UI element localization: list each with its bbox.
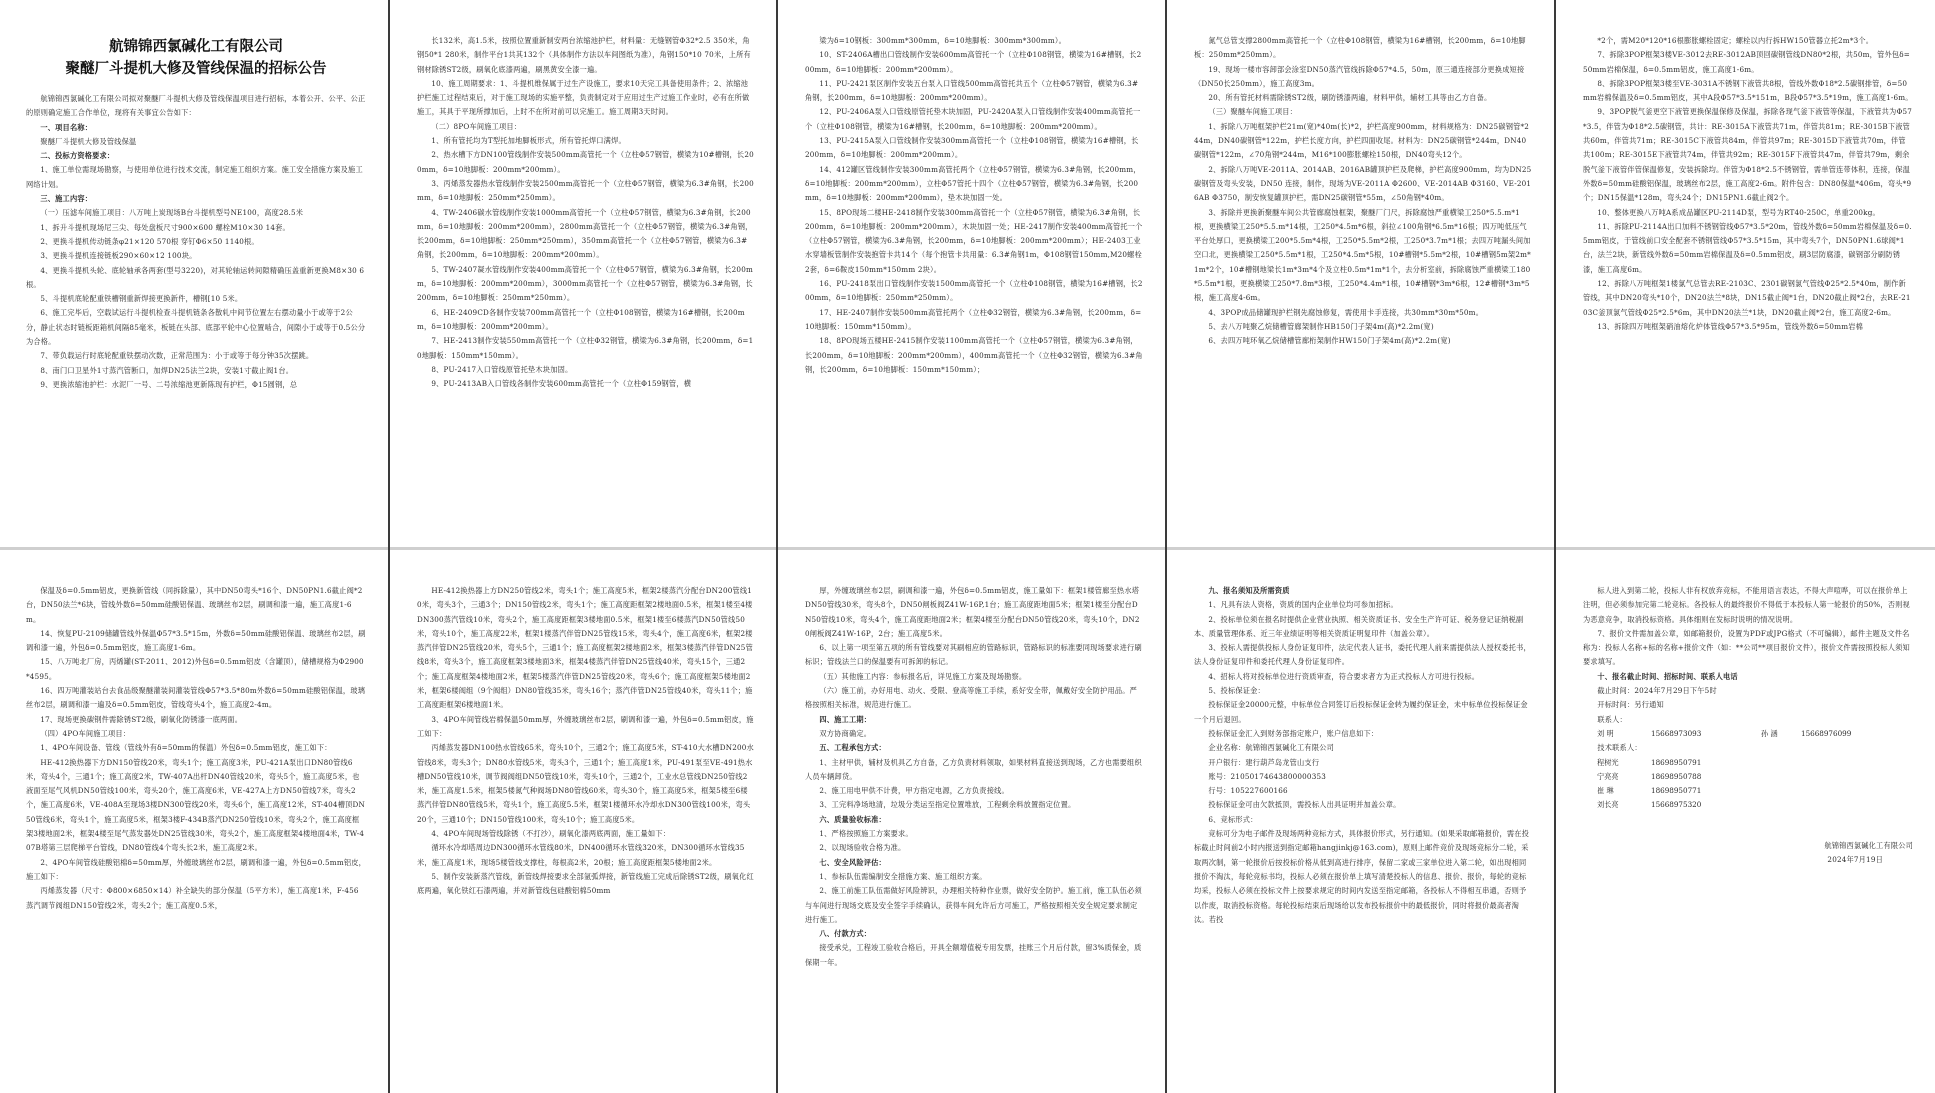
page-3-body: [805, 34, 1143, 377]
paragraph: 投标保证金20000元整，中标单位合同签订后投标保证金转为履约保证金，未中标单位投标保证金一个月后退回。: [1194, 700, 1528, 724]
paragraph: 12、PU-2406A泵入口管线原管托垫木块加固，PU-2420A泵入口管线制作安装400mm高管托一个（立柱Φ108钢管，横梁为16#槽钢，长200mm，δ=10地脚板：200mm*200mm）。: [805, 107, 1141, 131]
paragraph: 1、拆除八万吨框架护栏21m(宽)*40m(长)*2，护栏高度900mm，材料规格为：DN25碳钢管*244m，DN40碳钢管*122m，护栏长度方向，护栏四面收尾。材料为：DN25碳钢管*244m，DN40碳钢管*122m，∠70角钢*244m，M16*100膨胀螺栓150根，DN40弯头12个。: [1194, 121, 1530, 160]
bid-time-text: 开标时间：另行通知: [1597, 700, 1664, 710]
page-10: [1557, 552, 1935, 1093]
paragraph: 3、4PO车间管线岩棉保温50mm厚，外缠玻璃丝布2层，刷调和漆一遍，外包δ=0.5mm铝皮，施工如下：: [417, 714, 754, 738]
paragraph: 丙烯蒸发器DN100热水管线65米，弯头10个，三通2个；施工高度5米，ST-410大水槽DN200水管线8米，弯头3个；DN80水管线5米，弯头3个，三通1个；施工高度1米，PU-491泵至VE-491热水槽DN50管线10米，调节阀阀组DN50管线10米，弯头10个，三通2个，工业水总管线DN250管线2米，施工高度1.5米，框架5楼氮气种阀场DN80管线60米，弯头30个，施工高度5米，框架5楼至6楼蒸汽伴管DN80管线5米，弯头1个，施工高度5.5米，框架1楼循环水冷却水DN300管线100米，弯头20个，三通10个；DN150管线100米，弯头10个；施工高度5米。: [417, 743, 754, 824]
paragraph: 1、4PO车间设备、管线（管线外有δ=50mm的保温）外包δ=0.5mm铝皮，施工如下：: [40, 743, 332, 753]
tech-contact-name: 崔 琳: [1597, 786, 1614, 796]
tech-contact-name: 程树光: [1597, 757, 1619, 767]
paragraph: 2、拆除八万吨VE-2011A、2014AB、2016AB罐顶护栏及爬梯，护栏高度900mm，均为DN25碳钢管及弯头安装，DN50 连接，制作，现场为VE-2011A Φ2600、VE-2014AB Φ3160、VE-2016AB Φ3750，制安恢复罐顶护栏，需DN25碳钢管*55m，∠50角钢*40m。: [1194, 164, 1532, 203]
paragraph: 3、更换斗提机连接链板290×60×12 100块。: [40, 251, 197, 261]
paragraph: 接受承兑，工程竣工验收合格后，开具全额增值税专用发票，挂账三个月后付款，留3%质保金，质保期一年。: [805, 943, 1142, 967]
paragraph: 投标保证金可由欠款抵顶，需投标人出具证明并加盖公章。: [1208, 800, 1401, 810]
paragraph: 九、报名须知及所需资质: [1208, 586, 1290, 595]
paragraph: 5、斗提机底轮配重铁槽钢重新焊接更换新件，槽钢[10 5米。: [40, 294, 243, 304]
paragraph: 标人进入到第二轮，投标人非有权放弃竞标，不能用语言表达，不得大声喧哗，可以在报价单上注明，但必须参加完第二轮竞标。各投标人的最终报价不得低于本投标人第一轮报价的50%，否则视为恶意竞争，取消投标资格。具体细则在发标时说明的情况说明。: [1583, 586, 1910, 624]
paragraph: （四）4PO车间施工项目：: [40, 728, 131, 738]
tech-contact-name: 宁亮亮: [1597, 771, 1619, 781]
paragraph: （一）压滤车间施工项目：八万吨上炭现场B台斗提机型号NE100，高度28.5米: [40, 208, 304, 218]
tech-contact-row: [1583, 784, 1913, 798]
paragraph: 投标保证金汇入到财务部指定账户，账户信息如下：: [1208, 728, 1379, 738]
paragraph: 12、拆除八万吨框架1楼氯气总管去RE-2103C、2301碳钢氯气管线Φ25*2.5*40m，制作新管线，其中DN20弯头*10个，DN20法兰*8块，DN15截止阀*1台，DN20截止阀*2台，去RE-2103C釜顶氯气管线Φ25*2.5*6m，其中DN20法兰*1块，DN20截止阀*2台，施工高度2-6m。: [1583, 279, 1911, 317]
paragraph: 五、工程承包方式：: [819, 743, 886, 753]
paragraph: 1、拆升斗提机现场尼三尖、每处盘板尺寸900×600 螺栓M10×30 14套。: [40, 222, 290, 232]
column-divider: [776, 0, 778, 1093]
paragraph: 8、PU-2417入口管线原管托垫木块加固。: [431, 364, 573, 374]
paragraph: 2、施工用电甲供不计费，甲方指定电源，乙方负责接线。: [819, 786, 1009, 796]
column-divider: [388, 0, 390, 1093]
paragraph: 七、安全风险评估：: [819, 857, 886, 867]
paragraph: 20、所有管托材料需除锈ST2级，刷防锈漆两遍，材料甲供，辅材工具等由乙方自备。: [1208, 93, 1492, 103]
paragraph: 开户银行：建行葫芦岛龙管山支行: [1208, 757, 1320, 767]
paragraph: 7、报价文件需加盖公章，如邮箱报价，设置为PDF或JPG格式（不可编辑），邮件主题及文件名称为：投标人名称+标的名称+报价文件（如：**公司**项目报价文件），报价文件需按照投标人须知要求填写。: [1583, 628, 1910, 667]
paragraph: 7、带负载运行时底轮配重铁摆动次数，正常范围为：小于或等于每分钟35次摆跳。: [40, 351, 314, 361]
paragraph: 三、施工内容：: [40, 194, 93, 204]
paragraph: 17、现场更换碳钢件需除锈ST2级，刷氧化防锈漆一底两面。: [40, 714, 243, 724]
paragraph: 行号：105227600166: [1208, 786, 1288, 796]
page-10-body: [1583, 584, 1913, 670]
column-divider: [1554, 0, 1556, 1093]
page-9: [1168, 552, 1554, 1093]
paragraph: 循环水冷却塔周边DN300循环水管线80米，DN400循环水管线320米，DN300循环水管线35米，施工高度1米，现场5楼管线支撑柱，每根高2米，20根；施工高度距框架5楼地面2米。: [417, 843, 745, 867]
paragraph: 竞标可分为电子邮件及现场两种竞标方式，具体报价形式，另行通知。(如果采取邮箱报价，需在投标截止时间前2小时内报送到指定邮箱hangjinkj@163.com)，原则上邮件竞价及现场竞标分二轮，采取两次制，第一轮报价后按投标价格从低到高进行排序，保留二家或三家单位进入第二轮，如出现相同报价不淘汰，每轮竞标书均，投标人必须在报价单上填写清楚投标人的信息、报价、报价，每轮的竞标均采，投标人必须在投标文件上按要求规定的时间内发送至指定邮箱，各投标人不得相互串通，否则予以作废，取消投标资格。每轮投标结束后现场给以发布投标报价中的最低报价，同时将报价最高者淘汰。若投: [1194, 829, 1530, 924]
paragraph: HE-412换热器上方DN250管线2米，弯头1个；施工高度5米，框架2楼蒸汽分配台DN200管线10米，弯头3个，三通3个；DN150管线2米，弯头1个；施工高度距框架2楼地面0.5米，框架1楼至4楼DN300蒸汽管线10米，弯头2个，施工高度距框架3楼地面0.5米，框架1楼至6楼蒸汽DN50管线50米，弯头10个，施工高度22米，框架1楼蒸汽伴管DN25管线15米，弯头4个，施工高度6米，框架2楼蒸汽伴管DN25管线20米，弯头5个，三通1个；施工高度框架2楼地面2米，框架3楼蒸汽伴管DN25管线8米，弯头3个，施工高度框架3楼地面3米，框架4楼蒸汽伴管DN25管线40米，弯头15个，三通2个；施工高度框架4楼地面2米，框架5楼蒸汽伴管DN25管线20米，弯头6个；施工高度框架5楼地面2米，框架6楼阀组（9个阀组）DN80管线35米，弯头16个；蒸汽伴管DN25管线40米，弯头11个；施工高度距框架6楼地面1米。: [417, 586, 753, 710]
paragraph: （六）施工前，办好用电、动火、受限、登高等施工手续，系好安全带，佩戴好安全防护用品。严格按照相关标准，规范进行施工。: [805, 686, 1138, 710]
paragraph: 2、4PO车间管线硅酸铝棉δ=50mm厚，外缠玻璃丝布2层，刷调和漆一遍，外包δ=0.5mm铝皮，施工如下：: [26, 857, 366, 881]
paragraph: 15、八万吨北厂房，丙烯罐(ST-2011、2012)外包δ=0.5mm铝皮（含罐顶），储槽规格为Φ2900*4595。: [26, 657, 364, 681]
paragraph: 1、主材甲供，辅材及机具乙方自备，乙方负责材料领取，如果材料直接送到现场，乙方也需要组织人员车辆卸货。: [805, 757, 1142, 781]
paragraph: 航锦锦西氯碱化工有限公司拟对聚醚厂斗提机大修及管线保温项目进行招标，本着公开、公平、公正的原则确定施工合作单位，现将有关事宜公告如下：: [26, 94, 366, 118]
contacts-label: 联系人：: [1597, 714, 1627, 724]
page-5-body: [1583, 34, 1913, 334]
paragraph: 企业名称：航锦锦西氯碱化工有限公司: [1208, 743, 1334, 753]
sign-date: 2024年7月19日: [1827, 855, 1883, 865]
paragraph: 8、拆除3POP框架3楼至VE-3031A不锈钢下液管共8根，管线外数Φ18*2.5碳钢排管，δ=50mm岩棉保温及δ=0.5mm铝皮，其中A段Φ57*3.5*151m，B段Φ57*3.5*19m，施工高度1-6m。: [1583, 78, 1913, 103]
title-line-1: 航锦锦西氯碱化工有限公司: [109, 38, 283, 55]
paragraph: *2个，需M20*120*16根膨胀螺栓固定；螺栓以内行拆HW150管器立托2m*3个。: [1597, 36, 1874, 45]
paragraph: 19、现场一楼市容卸部会涂室DN50蒸汽管线拆除Φ57*4.5，50m，原三通连接部分更换成短接（DN50长250mm），施工高度3m。: [1194, 64, 1525, 88]
paragraph: 保温及δ=0.5mm铝皮，更换新管线（同拆除量），其中DN50弯头*16个、DN50PN1.6截止阀*2台，DN50法兰*6块，管线外数δ=50mm硅酸铝保温、玻璃丝布2层，刷调和漆一遍，施工高度1-6m。: [26, 586, 363, 624]
paragraph: 6、以上第一项至第五项的所有管线要对其刷相应的管路标识，管路标识的标准要同现场要求进行刷标识；管线法兰口的保温要有可拆卸的标记。: [805, 643, 1142, 667]
page-1-body: [26, 92, 366, 392]
paragraph: HE-412换热器下方DN150管线20米，弯头1个；施工高度3米，PU-421A泵出口DN80管线6米，弯头4个，三通1个；施工高度2米，TW-407A出杆DN40管线20米，弯头5个，施工高度5米，也液面至尾气风机DN50管线100米，弯头20个，施工高度6米，VE-427A上方DN50管线7米，弯头2个，施工高度6米，VE-408A至现场3楼DN300管线20米，弯头6个，施工高度12米，ST-404槽顶DN50管线6米，弯头1个，施工高度5米，框架3楼F-434B蒸汽DN250管线10米，弯头2个，施工高度框架3楼地面2米，框架4楼至尾气蒸发器处DN25管线30米，弯头2个，施工高度框架4楼地面4米，TW-407B塔第三层爬梯平台管线，DN80管线4个弯头长2米，施工高度2米。: [26, 757, 365, 853]
contact2-name: 孙 涵: [1761, 728, 1778, 738]
paragraph: 2、热水槽下方DN100管线制作安装500mm高管托一个（立柱Φ57钢管，横梁为10#槽钢，长200mm，δ=10地脚板：200mm*200mm）。: [417, 150, 754, 174]
paragraph: 厚，外缠玻璃丝布2层，刷调和漆一遍，外包δ=0.5mm铝皮，施工量如下：框架1楼管廊至热水塔DN50管线30米，弯头8个，DN50闸板阀Z41W-16P,1台；施工高度距地面5米；框架1楼至分配台DN50管线10米，弯头4个，施工高度距地面2米；框架4楼至分配台DN50管线20米，弯头10个，DN20闸板阀Z41W-16P，2台；施工高度5米。: [805, 586, 1140, 638]
paragraph: 聚醚厂斗提机大修及管线保温: [40, 136, 137, 146]
paragraph: 9、PU-2413AB入口管线各制作安装600mm高管托一个（立柱Φ159钢管，横: [431, 379, 692, 389]
paragraph: 10、整体更换八万吨A系成品罐区PU-2114D泵，型号为RT40-250C，单重200kg。: [1597, 207, 1880, 217]
page-6: [0, 552, 388, 1093]
page-7: [391, 552, 776, 1093]
tech-contact-phone: 18698950771: [1651, 786, 1702, 796]
paragraph: 八、付款方式：: [819, 929, 872, 939]
paragraph: 9、3POP脱气釜更空下液管更换保温保修及保温，拆除各现气釜下液管等保温，下液管共为Φ57*3.5，伴管为Φ18*2.5碳钢管，共计：RE-3015A下液管共71m，伴管共81m；RE-3015B下液管共60m，伴管共71m；RE-3015C下液管共84m，伴管共97m；RE-3015D下液管共70m，伴管共100m；RE-3015E下液管共74m，伴管共92m；RE-3015F下液管共47m，伴管共79m，剩余脱气釜下液管伴管保温修复，安装拆除均。伴管为Φ18*2.5不锈钢管，需单管连带体积，连接，保温外数δ=50mm硅酸铝保温，玻璃丝布2层，施工高度2-6m。附件包含：DN80保温*406m，弯头*9个；DN15保温*128m，弯头24个；DN15PN1.6截止阀2个。: [1583, 107, 1913, 203]
page-4: [1168, 0, 1554, 546]
paragraph: 11、拆除PU-2114A出口加料不锈钢管线Φ57*3.5*20m，管线外数δ=50mm岩棉保温及δ=0.5mm铝皮，于管线前口安全配套不锈钢管线Φ57*3.5*15m，其中弯头7个，DN50PN1.6球阀*1台，法兰2块，新管线外数δ=50mm岩棉保温及δ=0.5mm铝皮，刷3层防腐漆，碳钢部分刷防锈漆，施工高度6m。: [1583, 221, 1912, 274]
paragraph: 1、凡具有法人资格，资质的国内企业单位均可参加招标。: [1208, 600, 1398, 610]
document-title: [26, 36, 366, 80]
page-2: [391, 0, 776, 546]
contact2-phone: 15668976099: [1801, 728, 1852, 738]
paragraph: 3、工完料净场地清，垃圾分类运至指定位置堆放，工程剩余料放置指定位置。: [819, 800, 1076, 810]
paragraph: 15、8PO现场二楼HE-2418制作安装300mm高管托一个（立柱Φ57钢管，横梁为6.3#角钢，长200mm，δ=10地脚板：200mm*200mm），木块加固一处；HE-2417制作安装400mm高管托一个（立柱Φ57钢管，横梁为6.3#角钢，长200mm，δ=10地脚板：200mm*200mm）；HE-2403工业水穿墙板管制作安装抱管卡共14个（每个抱管卡共用量：6.3#角钢1m，Φ108钢管150mm,M20螺栓2套，δ=6鞍皮150mm*150mm 2块）。: [805, 207, 1143, 274]
paragraph: 17、HE-2407制作安装500mm高管托两个（立柱Φ32钢管，横梁为6.3#角钢，长200mm，δ=10地脚板：150mm*150mm）。: [805, 307, 1142, 331]
paragraph: 5、制作安装新蒸汽管线，新管线焊接要求全部氩弧焊接，新管线施工完成后除锈ST2级，刷氧化红底两遍，氧化铁红石漆两遍，并对新管线包硅酸铝棉50mm: [417, 871, 754, 896]
paragraph: 10、ST-2406A槽出口管线制作安装600mm高管托一个（立柱Φ108钢管，横梁为16#槽钢，长200mm，δ=10地脚板：200mm*200mm）。: [805, 50, 1142, 74]
title-line-2: 聚醚厂斗提机大修及管线保温的招标公告: [65, 60, 327, 77]
page-5: [1557, 0, 1935, 546]
tech-contacts-label: 技术联系人：: [1597, 743, 1642, 753]
paragraph: 6、HE-2409CD各制作安装700mm高管托一个（立柱Φ108钢管，横梁为16#槽钢，长200mm，δ=10地脚板：200mm*200mm）。: [417, 307, 745, 331]
paragraph: 16、PU-2418泵出口管线制作安装1500mm高管托一个（立柱Φ108钢管，横梁为16#槽钢，长200mm，δ=10地脚板：250mm*250mm）。: [805, 279, 1143, 303]
paragraph: 一、项目名称：: [40, 122, 93, 132]
tech-contact-name: 刘长亮: [1597, 800, 1619, 810]
paragraph: 双方协商确定。: [819, 728, 872, 738]
contact1-phone: 15668973093: [1651, 728, 1702, 738]
paragraph: 1、施工单位需现场勘察，与使用单位进行技术交流，制定施工组织方案。施工安全措施方案及施工网络计划。: [26, 165, 363, 189]
contact-row: [1583, 727, 1913, 741]
paragraph: 4、TW-2406碳水管线制作安装1000mm高管托一个（立柱Φ57钢管，横梁为6.3#角钢，长200mm，δ=10地脚板：200mm*200mm），2800mm高管托一个（立柱Φ57钢管，横梁为6.3#角钢，长200mm，δ=10地脚板：250mm*250mm），350mm高管托一个（立柱Φ57钢管，横梁为6.3#角钢，长200mm，δ=10地脚板：200mm*200mm）。: [417, 207, 753, 260]
paragraph: 18、8PO现场五楼HE-2415制作安装1100mm高管托一个（立柱Φ57钢管，横梁为6.3#角钢，长200mm，δ=10地脚板：200mm*200mm），400mm高管托一个（立柱Φ32钢管，横梁为6.3#角钢，长200mm，δ=10地脚板：150mm*150mm）；: [805, 336, 1143, 374]
deadline-text: 截止时间：2024年7月29日下午5时: [1597, 686, 1717, 696]
paragraph: 3、投标人需提供投标人身份证复印件，法定代表人证书，委托代理人前来需提供法人授权委托书，法人身份证复印件和委托代理人身份证复印件。: [1194, 643, 1531, 667]
paragraph: 二、投标方资格要求：: [40, 151, 115, 161]
paragraph: 4、招标人将对投标单位进行资质审查，符合要求者方为正式投标人方可进行投标。: [1208, 671, 1480, 681]
tech-contact-row: [1583, 756, 1913, 770]
paragraph: （二）8PO车间施工项目：: [431, 121, 522, 131]
paragraph: 2、以现场验收合格为准。: [819, 843, 906, 853]
paragraph: 7、拆除3POP框架3楼VE-3012去RE-3012AB顶回碳钢管线DN80*2根，共50m，管外包δ=50mm岩棉保温，δ=0.5mm铝皮，施工高度1-6m。: [1583, 50, 1910, 74]
paragraph: 1、所有管托均为T型托加地脚板形式，所有管托焊口满焊。: [431, 136, 626, 146]
tech-contact-row: [1583, 770, 1913, 784]
paragraph: 4、更换斗提机头轮、底轮轴承各两套(型号3220)，对其轮轴运转间隙精确压盖重新更换M8×30 6根。: [26, 265, 365, 289]
page-3: [779, 0, 1165, 546]
paragraph: 四、施工工期：: [819, 714, 872, 724]
paragraph: 6、去四万吨环氧乙烷储槽管廊桁架制作HW150门子架4m(高)*2.2m(宽): [1208, 336, 1451, 346]
paragraph: 账号：21050174643800000353: [1208, 771, 1327, 781]
column-divider: [1165, 0, 1167, 1093]
paragraph: 6、施工完毕后，空载试运行斗提机检查斗提机链条各散轧中间节位置左右摆动量小于或等于2公分，静止状态时链板距箱机间隔85毫米，板链在头部、底部平轮中心位置啮合，间隙小于或等于0.5公分为合格。: [26, 308, 366, 347]
signature-block: [1583, 839, 1913, 868]
tech-contact-phone: 18698950791: [1651, 757, 1702, 767]
page-8: [779, 552, 1165, 1093]
paragraph: 4、3POP成品储罐现护栏钢先腐蚀修复，需使用卡手连接，共30mm*30m*50m。: [1208, 307, 1484, 317]
paragraph: 2、投标单位须在报名时提供企业营业执照、相关资质证书、安全生产许可证、税务登记证纳税副本、质量管理体系、近三年业绩证明等相关资质证明复印件（加盖公章）。: [1194, 614, 1524, 638]
paragraph: 1、参标队伍需编制安全措施方案、施工组织方案。: [819, 871, 987, 881]
paragraph: 六、质量验收标准：: [819, 814, 886, 824]
paragraph: 5、TW-2407凝水管线制作安装400mm高管托一个（立柱Φ57钢管，横梁为6.3#角钢，长200mm，δ=10地脚板：200mm*200mm），3000mm高管托一个（立柱Φ57钢管，横梁为6.3#角钢，长200mm，δ=10地脚板：250mm*250mm）。: [417, 264, 753, 303]
contact1-name: 刘 明: [1597, 728, 1614, 738]
paragraph: 3、丙烯蒸发器热水管线制作安装2500mm高管托一个（立柱Φ57钢管，横梁为6.3#角钢，长200mm，δ=10地脚板：250mm*250mm）。: [417, 178, 754, 203]
tech-contact-phone: 15668975320: [1651, 800, 1702, 810]
tech-contact-row: [1583, 798, 1913, 812]
paragraph: 3、拆除并更换新聚醚车间公共管廊腐蚀框架，聚醚厂门尺，拆除腐蚀严重横梁工250*5.5.m*1根，更换横梁工250*5.5.m*14根，工250*4.5m*6根，斜拉∠100角钢*6.5m*16根；四万吨低压气平台处厚口，更换横梁工200*5.5m*4根，工250*5.5m*2根，工250*3.7m*1根；去四万吨漏头间加空口北，更换横梁工250*5.5m*1根，工250*4.5m*5根，10#槽钢*5.5m*2根，10#槽钢5m架2m*1m*2个，10#槽钢地梁长1m*3m*4个及立柱0.5m*1m*1个，去分析室前，拆除腐蚀严重横梁工180*5.5m*1根，更换横梁工250*7.8m*3根，工250*4.4m*1根，10#槽钢*3m*6根，12#槽钢*3m*5根，施工高度4-6m。: [1194, 207, 1531, 303]
page-6-body: [26, 584, 366, 913]
row-divider: [0, 547, 1935, 550]
paragraph: 2、更换斗提机传动链条φ21×120 570根 穿钉Φ6×50 1140根。: [40, 236, 259, 246]
paragraph: 8、南门口卫星外1寸蒸汽管断口，加焊DN25法兰2块，安装1寸截止阀1台。: [40, 365, 294, 375]
paragraph: 丙烯蒸发器（尺寸：Φ800×6850×14）补全缺失的部分保温（5平方米），施工高度1米，F-456蒸汽调节阀组DN150管线2米，弯头2个；施工高度0.5米，: [26, 886, 359, 910]
paragraph: 14、412罐区管线制作安装300mm高管托两个（立柱Φ57钢管，横梁为6.3#角钢，长200mm，δ=10地脚板：200mm*200mm），立柱Φ57管托十四个（立柱Φ57钢管，横梁为6.3#角钢，长200mm，δ=10地脚板：200mm*200mm），垫木块加固一处。: [805, 164, 1141, 203]
sign-company: 航锦锦西氯碱化工有限公司: [1824, 840, 1913, 850]
paragraph: 13、拆除四万吨框架硝油熔化炉体管线Φ57*3.5*95m，管线外数δ=50mm岩棉: [1597, 321, 1863, 331]
paragraph: 5、去八万吨聚乙烷储槽管廊架制作HB150门子架4m(高)*2.2m(宽): [1208, 321, 1434, 331]
paragraph: 6、竞标形式：: [1208, 814, 1258, 824]
paragraph: 4、4PO车间现场管线除锈（不打沙），刷氧化漆两底两面，施工量如下：: [431, 829, 671, 839]
paragraph: 5、投标保证金：: [1208, 686, 1265, 696]
page-9-body: [1194, 584, 1532, 927]
paragraph: 梁为δ=10钢板：300mm*300mm，δ=10地脚板：300mm*300mm）。: [819, 36, 1067, 45]
paragraph: 10、施工周期要求：1、斗提机维保属于过生产设施工，要求10天完工具备使用条件；2、浓缩池护栏施工过程结束后，对于施工现场的实施平整，负责制定对于应用过生产过施工作业时，必有在所做施工，其具于平现所撑加后，上时不在所对前可以完施工。施工周期3天时间。: [417, 78, 750, 117]
page-7-body: [417, 584, 754, 899]
paragraph: 1、严格按照施工方案要求。: [819, 829, 913, 839]
paragraph: （三）聚醚车间施工项目：: [1208, 107, 1298, 117]
tech-contact-phone: 18698950788: [1651, 771, 1702, 781]
paragraph: （五）其他施工内容：参标报名后，详见施工方案及现场勘察。: [819, 671, 1027, 681]
paragraph: 16、四万吨灌装站台去食品级聚醚灌装间灌装管线Φ57*3.5*80m外数δ=50mm硅酸铝保温，玻璃丝布2层，刷调和漆一遍及δ=0.5mm铝皮，管线弯头4个，施工高度2-4m。: [26, 686, 366, 710]
page-4-body: [1194, 34, 1532, 349]
paragraph: 长132米，高1.5米，按照位置重新制安两台浓缩池护栏，材料量：无缝钢管Φ32*2.5 350米，角钢50*1 280米，制作平台1共其132个（具体制作方法以车间图纸为准），角钢150*10 70米，上所有钢材除锈ST2级，刷氧化底漆两遍，刷黑黄安全漆一遍。: [417, 36, 751, 74]
page-2-body: [417, 34, 754, 391]
paragraph: 11、PU-2421泵区制作安装五台泵入口管线500mm高管托共五个（立柱Φ57钢管，横梁为6.3#角钢，长200mm，δ=10地脚板：200mm*200mm）。: [805, 78, 1139, 103]
deadline-heading: 十、报名截止时间、招标时间、联系人电话: [1597, 671, 1738, 681]
paragraph: 2、施工前施工队伍需做好风险辨识，办理相关特种作业票，做好安全防护。施工前，施工队伍必须与车间进行现场交底及安全签字手续确认，获得车间允许后方可施工，严格按照相关安全规定要求制定进行施工。: [805, 886, 1142, 924]
paragraph: 7、HE-2413制作安装550mm高管托一个（立柱Φ32钢管，横梁为6.3#角钢，长200mm，δ=10地脚板：150mm*150mm）。: [417, 336, 754, 360]
paragraph: 氮气总管支撑2800mm高管托一个（立柱Φ108钢管，横梁为16#槽钢，长200mm，δ=10地脚板：250mm*250mm）。: [1194, 36, 1526, 60]
paragraph: 13、PU-2415A泵入口管线制作安装300mm高管托一个（立柱Φ108钢管，横梁为16#槽钢，长200mm，δ=10地脚板：200mm*200mm）。: [805, 136, 1139, 160]
paragraph: 14、恢复PU-2109储罐管线外保温Φ57*3.5*15m，外数δ=50mm硅酸铝保温、玻璃丝布2层，刷调和漆一遍，外包δ=0.5mm铝皮，施工高度1-6m。: [26, 628, 366, 653]
page-1: [0, 0, 388, 546]
page-8-body: [805, 584, 1143, 970]
paragraph: 9、更换浓缩池护栏：水泥厂一号、二号浓缩池更新陈现有护栏，Φ15圆钢，总: [40, 379, 298, 389]
